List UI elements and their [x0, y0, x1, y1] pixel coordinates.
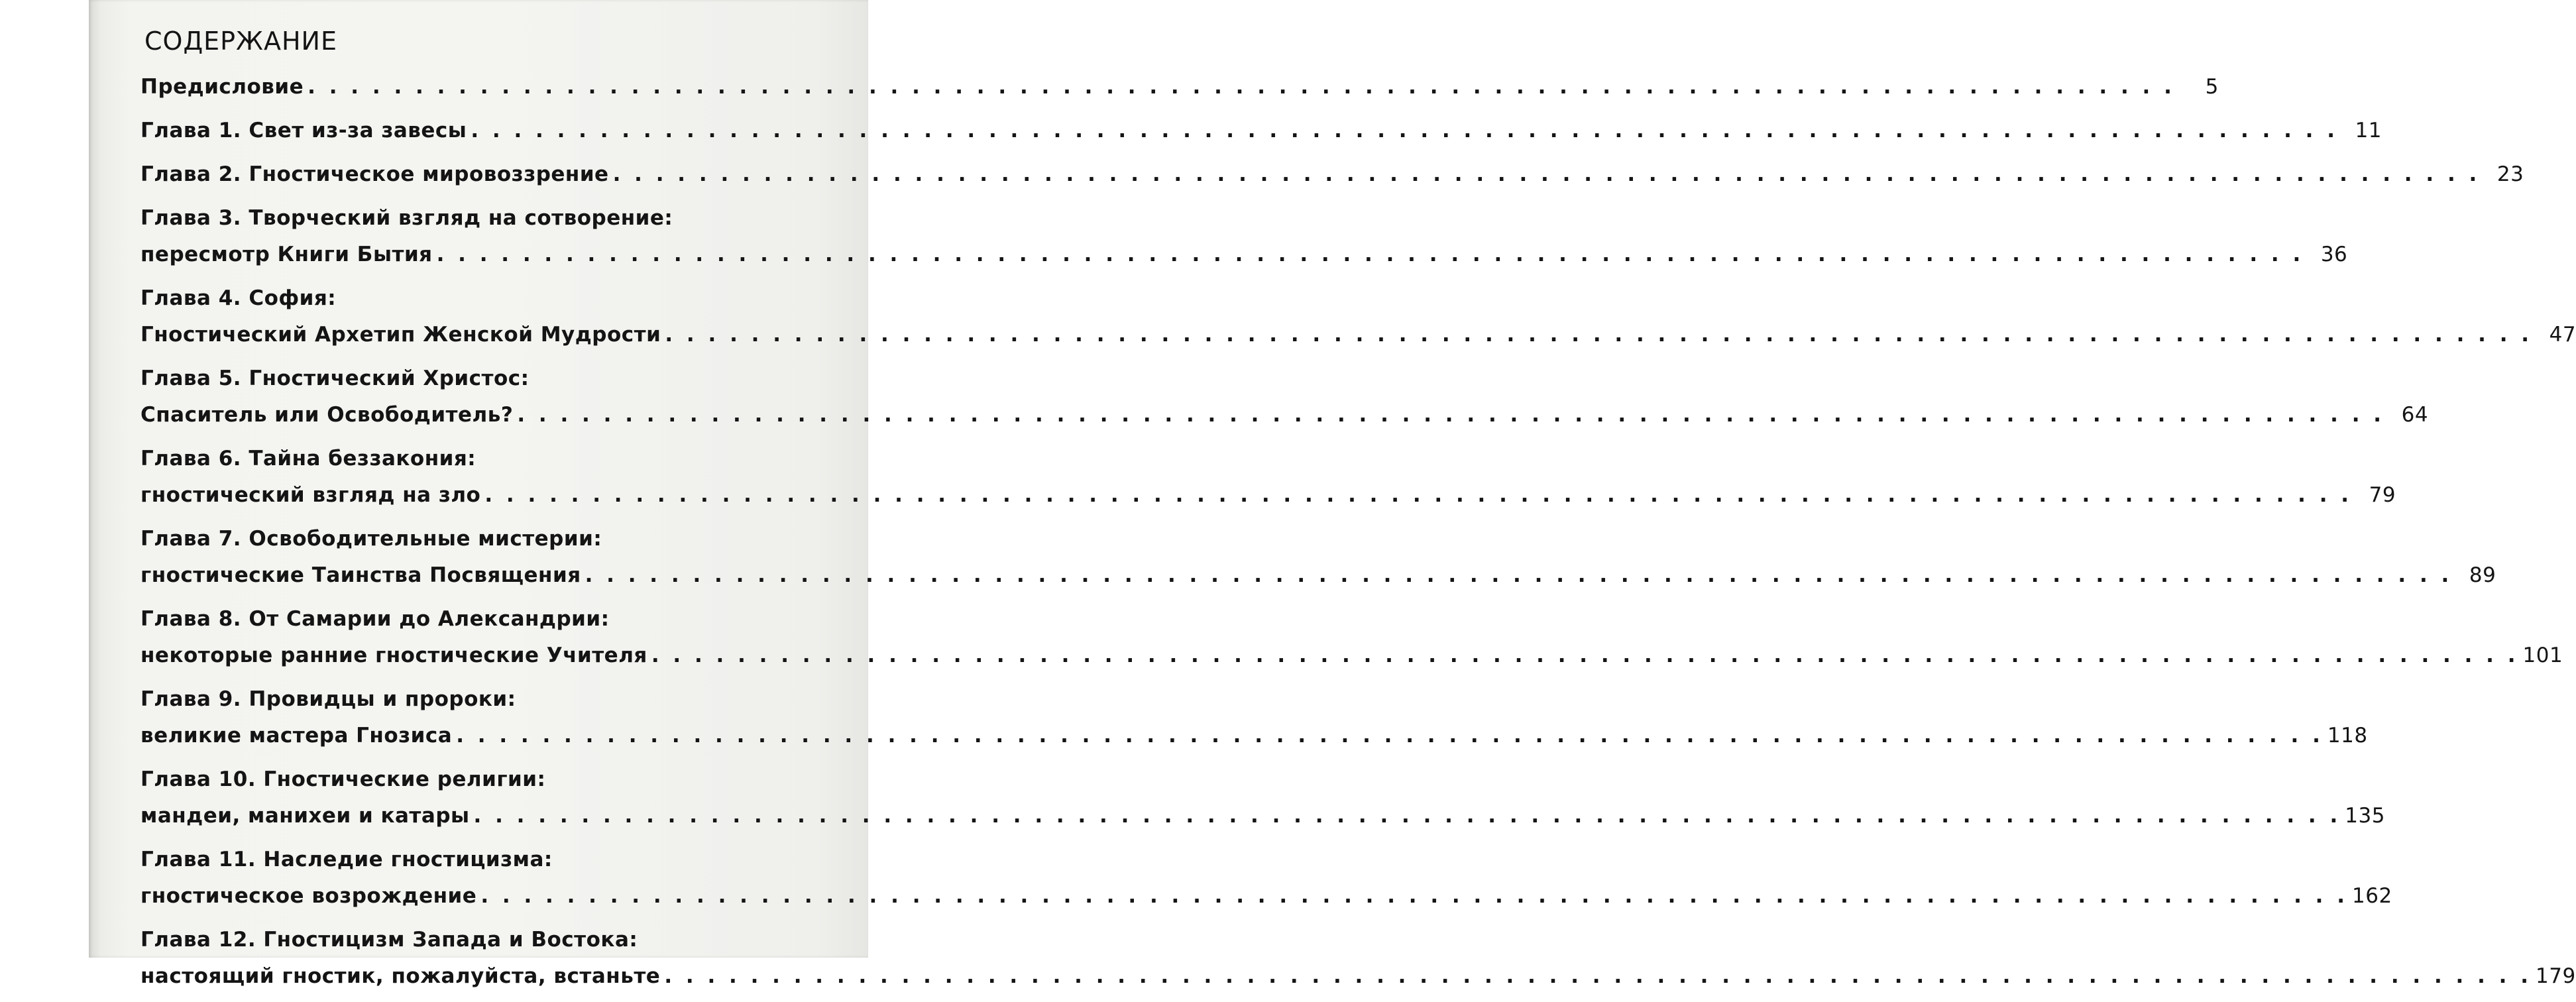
dot-leader: . . . . . . . . . . . . . . . . . . . . . . . . . . . . . . . . . . . . . . . . . . . . . . . . . . . . . . . . . . . . . . . . . . . . . . . . . . . . . . . . . . . . . . .: [480, 884, 2349, 908]
toc-page-number: 47: [2549, 323, 2576, 347]
dot-leader: . . . . . . . . . . . . . . . . . . . . . . . . . . . . . . . . . . . . . . . . . . . . . . . . . . . . . . . . . . . . . . . . . . . . . . . . . . . . . . . . . . . . . . .: [664, 964, 2532, 988]
toc-entry-text: Глава 11. Наследие гностицизма:: [140, 848, 553, 871]
dot-leader: . . . . . . . . . . . . . . . . . . . . . . . . . . . . . . . . . . . . . . . . . . . . . . . . . . . . . . . . . . . . . . . . . . . . . . . . . . . . . . . . . . . . . . .: [517, 403, 2385, 427]
toc-page-number: 162: [2352, 884, 2392, 908]
toc-page-number: 79: [2369, 483, 2396, 507]
toc-entry-text: Глава 9. Провидцы и пророки:: [140, 687, 516, 711]
toc-page-number: 11: [2355, 119, 2382, 142]
toc-entry-text: Глава 1. Свет из-за завесы: [140, 119, 467, 142]
toc-entry-line: [140, 878, 2392, 915]
toc-entry-line: [140, 761, 830, 798]
toc-entry-text: Глава 6. Тайна беззакония:: [140, 447, 476, 471]
toc-entry-line: [140, 113, 2382, 149]
toc-entry-line: [140, 922, 830, 958]
toc-entry: [140, 761, 2385, 834]
dot-leader: . . . . . . . . . . . . . . . . . . . . . . . . . . . . . . . . . . . . . . . . . . . . . . . . . . . . . . . . . . . . . . . . . . . . . . . . . . . . . . . . . . . . . . .: [585, 563, 2453, 587]
toc-page-number: 23: [2496, 162, 2524, 186]
toc-entry-line: [140, 798, 2385, 834]
toc-entry-text: великие мастера Гнозиса: [140, 724, 453, 748]
toc-entry-line: [140, 441, 830, 477]
toc-entry-text: гностическое возрождение: [140, 884, 477, 908]
toc-entry-line: [140, 397, 2429, 433]
toc-entry: [140, 601, 2563, 674]
dot-leader: . . . . . . . . . . . . . . . . . . . . . . . . . . . . . . . . . . . . . . . . . . . . . . . . . . . . . . . . . . . . . . . . . . . . . . . . . . . . . . . . . . . . . . .: [436, 243, 2304, 266]
book-page: [89, 0, 2576, 988]
toc-entry: [140, 842, 2392, 915]
toc-entry-line: [140, 638, 2563, 674]
toc-entry-text: Глава 7. Освободительные мистерии:: [140, 527, 602, 551]
toc-entry-text: гностический взгляд на зло: [140, 483, 481, 507]
toc-entry-text: Глава 12. Гностицизм Запада и Востока:: [140, 928, 638, 952]
toc-entry: [140, 69, 2219, 105]
dot-leader: . . . . . . . . . . . . . . . . . . . . . . . . . . . . . . . . . . . . . . . . . . . . . . . . . . . . . . . . . . . . . . . . . . . . . . . . . . . . . . . . . . . . . . .: [484, 483, 2353, 507]
toc-entry-text: Глава 4. София:: [140, 286, 337, 310]
toc-page-number: 135: [2345, 804, 2385, 828]
toc-entry-text: Глава 3. Творческий взгляд на сотворение:: [140, 206, 673, 230]
toc-entry-line: [140, 477, 2396, 514]
dot-leader: . . . . . . . . . . . . . . . . . . . . . . . . . . . . . . . . . . . . . . . . . . . . . . . . . . . . . . . . . . . . . . . . . . . . . . . . . . . . . . . . . . . . . . .: [473, 804, 2341, 828]
toc-title: СОДЕРЖАНИЕ: [144, 27, 337, 56]
toc-entry: [140, 156, 2524, 193]
toc-entry-line: [140, 280, 830, 317]
toc-page-number: 5: [2205, 75, 2219, 99]
toc-entry-text: Глава 8. От Самарии до Александрии:: [140, 607, 610, 631]
toc-entry-line: [140, 237, 2348, 273]
toc-entry: [140, 681, 2368, 754]
dot-leader: . . . . . . . . . . . . . . . . . . . . . . . . . . . . . . . . . . . . . . . . . . . . . . . . . . . . . . . . . . . . . . . . . . . . . . . . . . . . . . . . . . . . . . .: [651, 643, 2519, 667]
toc-entry: [140, 280, 2576, 353]
toc-entry-text: Глава 2. Гностическое мировоззрение: [140, 162, 609, 186]
toc-entry: [140, 922, 2576, 995]
toc-page-number: 36: [2320, 243, 2348, 266]
toc-entry-text: Глава 5. Гностический Христос:: [140, 366, 530, 390]
toc-entry-line: [140, 557, 2496, 594]
toc-entry-text: Спаситель или Освободитель?: [140, 403, 514, 427]
toc-entry-text: некоторые ранние гностические Учителя: [140, 643, 647, 667]
toc-entry-line: [140, 718, 2368, 754]
toc-page-number: 118: [2327, 724, 2368, 748]
toc-page-number: 64: [2401, 403, 2429, 427]
toc-entry-text: гностические Таинства Посвящения: [140, 563, 581, 587]
toc-entry: [140, 200, 2348, 273]
toc-entry: [140, 441, 2396, 514]
toc-entry-line: [140, 681, 830, 718]
toc-entry: [140, 521, 2496, 594]
toc-page-number: 101: [2522, 643, 2563, 667]
toc-entry-line: [140, 521, 830, 557]
toc-entry: [140, 361, 2429, 433]
toc-entry-text: мандеи, манихеи и катары: [140, 804, 470, 828]
toc-entry-text: пересмотр Книги Бытия: [140, 243, 433, 266]
table-of-contents: [140, 20, 2576, 1002]
dot-leader: . . . . . . . . . . . . . . . . . . . . . . . . . . . . . . . . . . . . . . . . . . . . . . . . . . . . . . . . . . . . . . . . . . . . . . . . . . . . . . . . . . . . . . .: [456, 724, 2324, 748]
toc-entry-line: [140, 317, 2576, 353]
toc-entry-text: Предисловие: [140, 75, 304, 99]
toc-page-number: 179: [2536, 964, 2576, 988]
toc-entry-line: [140, 958, 2576, 995]
toc-entry-line: [140, 842, 830, 878]
toc-entry-line: [140, 200, 830, 237]
toc-entry-line: [140, 69, 2219, 105]
toc-list: [140, 69, 2576, 995]
toc-entry-text: Глава 10. Гностические религии:: [140, 767, 546, 791]
toc-entry-text: настоящий гностик, пожалуйста, встаньте: [140, 964, 661, 988]
toc-entry-text: Гностический Архетип Женской Мудрости: [140, 323, 661, 347]
dot-leader: . . . . . . . . . . . . . . . . . . . . . . . . . . . . . . . . . . . . . . . . . . . . . . . . . . . . . . . . . . . . . . . . . . . . . . . . . . . . . . . . . . . . . . .: [665, 323, 2533, 347]
toc-entry-line: [140, 156, 2524, 193]
toc-page-number: 89: [2469, 563, 2496, 587]
dot-leader: . . . . . . . . . . . . . . . . . . . . . . . . . . . . . . . . . . . . . . . . . . . . . . . . . . . . . . . . . . . . . . . . . . . . . . . . . . . . . . . . . . . . . . .: [612, 162, 2481, 186]
dot-leader: . . . . . . . . . . . . . . . . . . . . . . . . . . . . . . . . . . . . . . . . . . . . . . . . . . . . . . . . . . . . . . . . . . . . . . . . . . . . . . . . . . . . . . .: [471, 119, 2339, 142]
toc-entry-line: [140, 601, 830, 638]
dot-leader: . . . . . . . . . . . . . . . . . . . . . . . . . . . . . . . . . . . . . . . . . . . . . . . . . . . . . . . . . . . . . . . . . . . . . . . . . . . . . . . . . . . . . . .: [308, 75, 2175, 99]
toc-entry: [140, 113, 2382, 149]
toc-entry-line: [140, 361, 830, 397]
